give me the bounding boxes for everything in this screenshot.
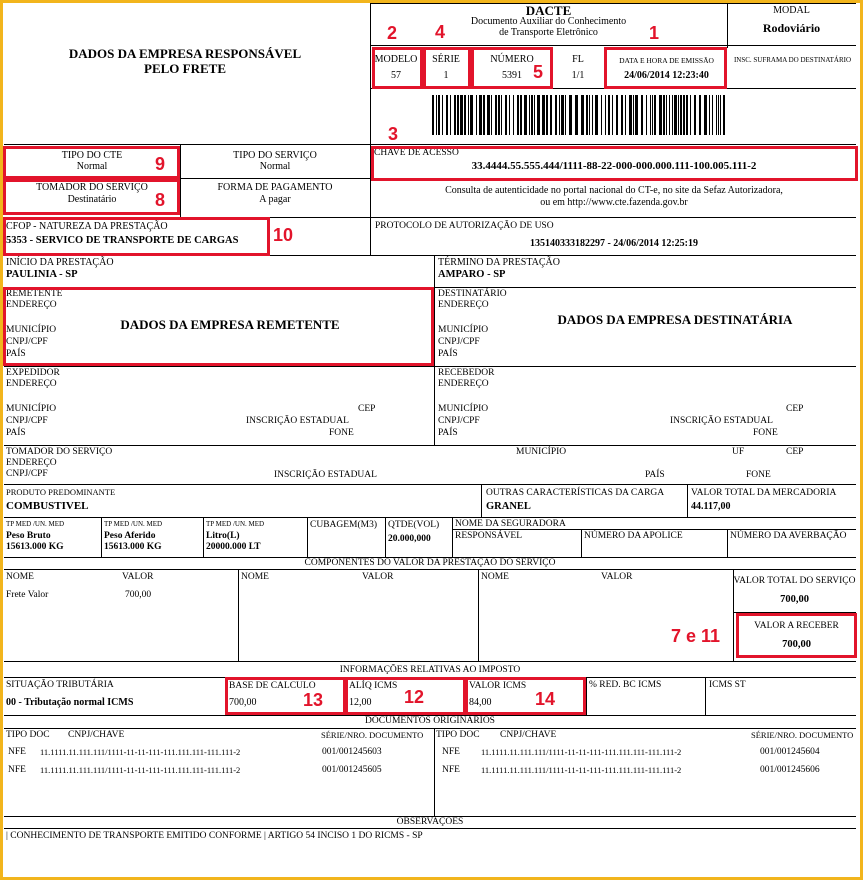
highlight-cfop — [3, 217, 270, 256]
marker-12: 12 — [404, 687, 425, 707]
valor-total-mercadoria-value: 44.117,00 — [691, 501, 731, 512]
highlight-remetente — [3, 287, 434, 366]
aliq-value: 12,00 — [349, 697, 372, 708]
comp-valor-label-3: VALOR — [601, 572, 633, 582]
comp-valor-label-1: VALOR — [122, 572, 154, 582]
produto-label: PRODUTO PREDOMINANTE — [6, 487, 116, 497]
highlight-emissao — [604, 47, 727, 89]
tipo-cte-value: Normal — [76, 161, 108, 172]
remetente-endereco: ENDEREÇO — [6, 300, 57, 310]
tomador-servico-label: TOMADOR DO SERVIÇO — [6, 447, 113, 457]
red-label: % RED. BC ICMS — [589, 680, 662, 690]
destinatario-municipio: MUNICÍPIO — [438, 325, 489, 335]
tomador-cnpj: CNPJ/CPF — [6, 469, 48, 479]
tomador-endereco: ENDEREÇO — [6, 458, 57, 468]
cfop-value: 5353 - SERVICO DE TRANSPORTE DE CARGAS — [6, 235, 239, 246]
highlight-valor-receber — [736, 613, 857, 658]
modal-value: Rodoviário — [762, 21, 821, 35]
marker-8: 8 — [155, 190, 166, 210]
marker-1: 1 — [649, 23, 660, 43]
numero-label: NÚMERO — [490, 54, 534, 65]
marker-14: 14 — [535, 689, 556, 709]
valor-receber-value: 700,00 — [782, 639, 811, 650]
tomador-pais: PAÍS — [645, 470, 665, 480]
averbacao-label: NÚMERO DA AVERBAÇÃO — [730, 531, 847, 541]
chave-value: 33.4444.55.555.444/1111-88-22-000-000.000.111-100.005.111-2 — [471, 160, 757, 172]
forma-pagamento-label: FORMA DE PAGAMENTO — [217, 182, 333, 193]
inicio-value: PAULINIA - SP — [6, 269, 78, 280]
comp-nome-label-3: NOME — [481, 572, 509, 582]
company-line-1: DADOS DA EMPRESA RESPONSÁVEL — [68, 46, 302, 61]
serie-value: 1 — [443, 70, 449, 81]
expedidor-fone: FONE — [329, 428, 354, 438]
med2-valor: 15613.000 KG — [104, 542, 162, 552]
marker-4: 4 — [435, 22, 446, 42]
highlight-modelo — [372, 47, 423, 89]
qtde-label: QTDE(VOL) — [388, 520, 440, 530]
outras-value: GRANEL — [486, 501, 531, 512]
tomador-label: TOMADOR DO SERVIÇO — [36, 182, 148, 193]
highlight-chave — [371, 146, 858, 181]
valor-icms-value: 84,00 — [469, 697, 492, 708]
tipo-servico-value: Normal — [259, 161, 291, 172]
doc-left-1-chave: 11.1111.11.111.111/1111-11-11-111-111.111.111-111.111-2 — [40, 765, 241, 775]
doc-right-1-serie: 001/001245606 — [760, 765, 820, 775]
company-line-2: PELO FRETE — [144, 61, 226, 76]
highlight-serie — [423, 47, 471, 89]
tomador-cep: CEP — [786, 447, 804, 457]
termino-value: AMPARO - SP — [438, 269, 506, 280]
med1-tipo: Peso Bruto — [6, 531, 51, 541]
dacte-subtitle-1: Documento Auxiliar do Conhecimento — [470, 16, 627, 27]
icms-st-label: ICMS ST — [709, 680, 746, 690]
comp-item-valor: 700,00 — [125, 590, 152, 600]
tipo-cte-label: TIPO DO CTE — [61, 150, 123, 161]
doc-right-0-serie: 001/001245604 — [760, 747, 820, 757]
protocolo-value: 135140333182297 - 24/06/2014 12:25:19 — [529, 238, 699, 249]
doc-right-1-tipo: NFE — [442, 765, 460, 775]
tomador-municipio: MUNICÍPIO — [516, 447, 567, 457]
chave-label: CHAVE DE ACESSO — [374, 148, 459, 158]
aliq-label: ALÍQ ICMS — [349, 681, 398, 691]
med1-valor: 15613.000 KG — [6, 542, 64, 552]
cfop-label: CFOP - NATUREZA DA PRESTAÇÃO — [6, 221, 168, 232]
doc-left-0-serie: 001/001245603 — [322, 747, 382, 757]
marker-9: 9 — [155, 154, 166, 174]
tomador-fone: FONE — [746, 470, 771, 480]
recebedor-label: RECEBEDOR — [438, 368, 495, 378]
med1-label: TP MED /UN. MED — [6, 520, 65, 528]
comp-nome-label-2: NOME — [241, 572, 269, 582]
recebedor-cep: CEP — [786, 404, 804, 414]
med2-label: TP MED /UN. MED — [104, 520, 163, 528]
termino-label: TÉRMINO DA PRESTAÇÃO — [438, 257, 560, 268]
tipo-servico-label: TIPO DO SERVIÇO — [233, 150, 317, 161]
total-servico-label: VALOR TOTAL DO SERVIÇO — [733, 576, 856, 586]
comp-valor-label-2: VALOR — [362, 572, 394, 582]
highlight-base-calculo — [225, 677, 346, 715]
destinatario-placeholder: DADOS DA EMPRESA DESTINATÁRIA — [557, 312, 793, 327]
responsavel-label: RESPONSÁVEL — [455, 531, 523, 541]
documentos-title: DOCUMENTOS ORIGINÁRIOS — [365, 716, 495, 726]
doc-tipo-label-right: TIPO DOC — [436, 730, 480, 740]
imposto-title: INFORMAÇÕES RELATIVAS AO IMPOSTO — [339, 665, 521, 675]
comp-nome-label-1: NOME — [6, 572, 34, 582]
expedidor-insc: INSCRIÇÃO ESTADUAL — [246, 416, 349, 426]
marker-7-e-11: 7 e 11 — [671, 626, 721, 646]
total-servico-value: 700,00 — [780, 594, 809, 605]
outras-label: OUTRAS CARACTERÍSTICAS DA CARGA — [486, 488, 665, 498]
med3-label: TP MED /UN. MED — [206, 520, 265, 528]
base-label: BASE DE CALCULO — [229, 681, 316, 691]
remetente-municipio: MUNICÍPIO — [6, 325, 57, 335]
expedidor-cep: CEP — [358, 404, 376, 414]
seguradora-label: NOME DA SEGURADORA — [455, 519, 566, 529]
emissao-label: DATA E HORA DE EMISSÃO — [619, 56, 714, 65]
expedidor-municipio: MUNICÍPIO — [6, 404, 57, 414]
qtde-value: 20.000,000 — [388, 534, 431, 544]
suframa-label: INSC. SUFRAMA DO DESTINATÁRIO — [733, 56, 852, 64]
expedidor-pais: PAÍS — [6, 428, 26, 438]
remetente-placeholder: DADOS DA EMPRESA REMETENTE — [120, 317, 340, 332]
consulta-line-1: Consulta de autenticidade no portal nacional do CT-e, no site da Sefaz Autorizadora, — [445, 185, 783, 196]
valor-icms-label: VALOR ICMS — [469, 681, 527, 691]
recebedor-fone: FONE — [753, 428, 778, 438]
forma-pagamento-value: A pagar — [259, 194, 291, 205]
tomador-uf: UF — [732, 447, 745, 457]
dacte-subtitle-2: de Transporte Eletrônico — [499, 27, 598, 38]
recebedor-municipio: MUNICÍPIO — [438, 404, 489, 414]
doc-right-1-chave: 11.1111.11.111.111/1111-11-11-111-111.111.111-111.111-2 — [481, 765, 682, 775]
recebedor-insc: INSCRIÇÃO ESTADUAL — [670, 416, 773, 426]
doc-right-0-tipo: NFE — [442, 747, 460, 757]
destinatario-label: DESTINATÁRIO — [438, 289, 507, 299]
tomador-insc: INSCRIÇÃO ESTADUAL — [274, 470, 377, 480]
destinatario-endereco: ENDEREÇO — [438, 300, 489, 310]
emissao-value: 24/06/2014 12:23:40 — [624, 70, 709, 81]
expedidor-label: EXPEDIDOR — [6, 368, 60, 378]
fl-label: FL — [572, 54, 584, 65]
fl-value: 1/1 — [571, 70, 585, 81]
highlight-valor-icms — [465, 677, 586, 715]
recebedor-pais: PAÍS — [438, 428, 458, 438]
marker-2: 2 — [387, 23, 398, 43]
destinatario-cnpj: CNPJ/CPF — [438, 337, 480, 347]
consulta-line-2: ou em http://www.cte.fazenda.gov.br — [540, 197, 688, 208]
expedidor-endereco: ENDEREÇO — [6, 379, 57, 389]
doc-tipo-label-left: TIPO DOC — [6, 730, 50, 740]
expedidor-cnpj: CNPJ/CPF — [6, 416, 48, 426]
doc-left-0-tipo: NFE — [8, 747, 26, 757]
barcode — [432, 95, 727, 135]
dacte-title: DACTE — [525, 3, 572, 18]
situacao-label: SITUAÇÃO TRIBUTÁRIA — [6, 680, 114, 690]
base-value: 700,00 — [229, 697, 257, 708]
med3-valor: 20000.000 LT — [206, 542, 261, 552]
med2-tipo: Peso Aferido — [104, 531, 156, 541]
highlight-tomador — [3, 179, 180, 215]
doc-serie-label-right: SÉRIE/NRO. DOCUMENTO — [751, 730, 854, 740]
comp-item-nome: Frete Valor — [6, 590, 49, 600]
marker-13: 13 — [303, 690, 324, 710]
modal-label: MODAL — [773, 5, 810, 16]
doc-chave-label-right: CNPJ/CHAVE — [500, 730, 557, 740]
marker-10: 10 — [273, 225, 294, 245]
doc-chave-label-left: CNPJ/CHAVE — [68, 730, 125, 740]
modelo-label: MODELO — [374, 54, 418, 65]
observacoes-title: OBSERVAÇÕES — [396, 817, 464, 827]
produto-value: COMBUSTIVEL — [6, 500, 89, 512]
med3-tipo: Litro(L) — [206, 531, 240, 541]
valor-receber-label: VALOR A RECEBER — [754, 621, 839, 631]
remetente-cnpj: CNPJ/CPF — [6, 337, 48, 347]
marker-5: 5 — [533, 62, 544, 82]
observacoes-text: | CONHECIMENTO DE TRANSPORTE EMITIDO CONFORME | ARTIGO 54 INCISO 1 DO RICMS - SP — [6, 831, 423, 841]
situacao-value: 00 - Tributação normal ICMS — [6, 697, 134, 708]
remetente-pais: PAÍS — [6, 349, 26, 359]
componentes-title: COMPONENTES DO VALOR DA PRESTAÇÃO DO SERVIÇO — [304, 558, 556, 568]
apolice-label: NÚMERO DA APOLICE — [584, 531, 683, 541]
destinatario-pais: PAÍS — [438, 349, 458, 359]
numero-value: 5391 — [502, 70, 522, 81]
recebedor-cnpj: CNPJ/CPF — [438, 416, 480, 426]
tomador-value: Destinatário — [67, 194, 117, 205]
doc-left-1-serie: 001/001245605 — [322, 765, 382, 775]
doc-right-0-chave: 11.1111.11.111.111/1111-11-11-111-111.111.111-111.111-2 — [481, 747, 682, 757]
serie-label: SÉRIE — [432, 54, 460, 65]
highlight-tipo-cte — [3, 146, 180, 179]
protocolo-label: PROTOCOLO DE AUTORIZAÇÃO DE USO — [375, 221, 554, 231]
inicio-label: INÍCIO DA PRESTAÇÃO — [6, 257, 114, 268]
cubagem-label: CUBAGEM(M3) — [310, 520, 378, 530]
remetente-label: REMETENTE — [6, 289, 63, 299]
doc-left-1-tipo: NFE — [8, 765, 26, 775]
recebedor-endereco: ENDEREÇO — [438, 379, 489, 389]
modelo-value: 57 — [391, 70, 401, 81]
doc-serie-label-left: SÉRIE/NRO. DOCUMENTO — [321, 730, 424, 740]
doc-left-0-chave: 11.1111.11.111.111/1111-11-11-111-111.111.111-111.111-2 — [40, 747, 241, 757]
marker-3: 3 — [388, 124, 399, 144]
valor-total-mercadoria-label: VALOR TOTAL DA MERCADORIA — [691, 488, 837, 498]
